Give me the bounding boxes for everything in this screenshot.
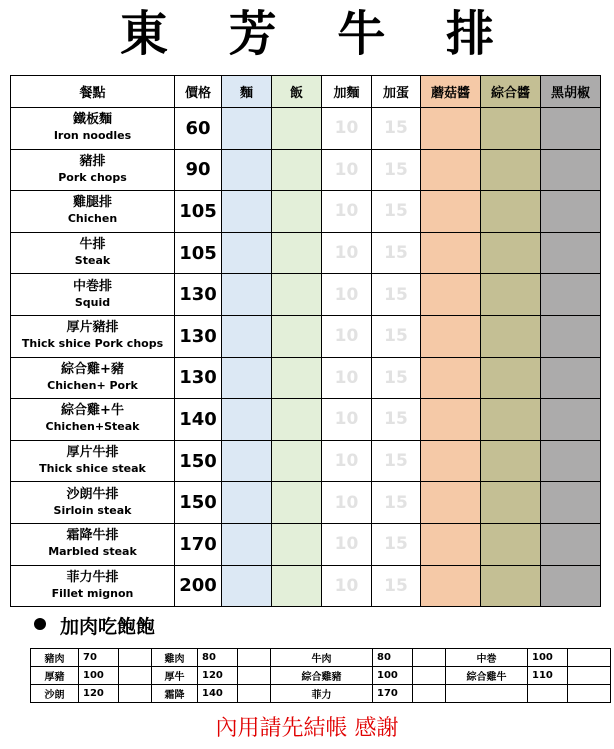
mushroom-sauce-cell bbox=[421, 482, 481, 524]
mixed-sauce-cell bbox=[481, 274, 541, 316]
extra-noodle-cell: 10 bbox=[322, 440, 372, 482]
dish-cell bbox=[11, 440, 175, 482]
mushroom-sauce-cell bbox=[421, 232, 481, 274]
black-pepper-cell bbox=[541, 191, 601, 233]
dish-name-zh: 沙朗牛排 bbox=[66, 486, 119, 502]
price-cell: 170 bbox=[175, 523, 222, 565]
black-pepper-cell bbox=[541, 149, 601, 191]
mushroom-sauce-cell bbox=[421, 440, 481, 482]
extra-egg-cell: 15 bbox=[372, 565, 421, 607]
header-dish: 餐點 bbox=[11, 76, 175, 108]
menu-table bbox=[10, 75, 601, 607]
refill-item-price: 140 bbox=[198, 685, 238, 703]
noodle-cell bbox=[222, 440, 272, 482]
dish-name-zh: 厚片豬排 bbox=[66, 320, 119, 336]
refill-row bbox=[31, 685, 611, 703]
header-price: 價格 bbox=[175, 76, 222, 108]
price-cell: 150 bbox=[175, 440, 222, 482]
black-pepper-cell bbox=[541, 357, 601, 399]
mixed-sauce-cell bbox=[481, 108, 541, 150]
black-pepper-cell bbox=[541, 399, 601, 441]
noodle-cell bbox=[222, 357, 272, 399]
dish-name-en: Chichen+ Pork bbox=[47, 378, 138, 392]
restaurant-title: 東 芳 牛 排 bbox=[119, 6, 517, 62]
bullet-icon bbox=[34, 618, 46, 630]
refill-item-price bbox=[528, 685, 568, 703]
refill-item-name: 菲力 bbox=[271, 685, 373, 703]
noodle-cell bbox=[222, 191, 272, 233]
dish-name-en: Thick shice steak bbox=[39, 462, 146, 476]
refill-item-name: 厚豬 bbox=[31, 667, 79, 685]
dish-name-zh: 鐵板麵 bbox=[72, 112, 112, 128]
refill-item-name: 沙朗 bbox=[31, 685, 79, 703]
dish-name-en: Pork chops bbox=[58, 170, 127, 184]
price-cell: 90 bbox=[175, 149, 222, 191]
mixed-sauce-cell bbox=[481, 440, 541, 482]
refill-blank-cell bbox=[119, 667, 152, 685]
dish-name-zh: 牛排 bbox=[79, 237, 106, 253]
dish-name-en: Squid bbox=[74, 295, 111, 309]
refill-blank-cell bbox=[238, 649, 271, 667]
black-pepper-cell bbox=[541, 440, 601, 482]
rice-cell bbox=[272, 482, 322, 524]
mushroom-sauce-cell bbox=[421, 357, 481, 399]
dish-cell bbox=[11, 565, 175, 607]
refill-item-price: 70 bbox=[79, 649, 119, 667]
refill-blank-cell bbox=[568, 649, 611, 667]
dish-name-en: Sirloin steak bbox=[53, 503, 132, 517]
black-pepper-cell bbox=[541, 523, 601, 565]
dish-name-en: Steak bbox=[74, 254, 111, 268]
extra-noodle-cell: 10 bbox=[322, 149, 372, 191]
extra-noodle-cell: 10 bbox=[322, 108, 372, 150]
noodle-cell bbox=[222, 482, 272, 524]
mixed-sauce-cell bbox=[481, 149, 541, 191]
refill-item-price: 170 bbox=[373, 685, 413, 703]
rice-cell bbox=[272, 357, 322, 399]
extra-noodle-cell: 10 bbox=[322, 315, 372, 357]
rice-cell bbox=[272, 274, 322, 316]
header-mushroom-sauce: 蘑菇醬 bbox=[421, 76, 481, 108]
refill-blank-cell bbox=[413, 649, 446, 667]
menu-row bbox=[11, 523, 601, 565]
refill-blank-cell bbox=[119, 649, 152, 667]
black-pepper-cell bbox=[541, 108, 601, 150]
black-pepper-cell bbox=[541, 315, 601, 357]
menu-row bbox=[11, 440, 601, 482]
dish-cell bbox=[11, 315, 175, 357]
extra-egg-cell: 15 bbox=[372, 274, 421, 316]
menu-row bbox=[11, 108, 601, 150]
dish-cell bbox=[11, 108, 175, 150]
dish-cell bbox=[11, 191, 175, 233]
refill-item-name bbox=[446, 685, 528, 703]
noodle-cell bbox=[222, 149, 272, 191]
black-pepper-cell bbox=[541, 482, 601, 524]
price-cell: 140 bbox=[175, 399, 222, 441]
mixed-sauce-cell bbox=[481, 399, 541, 441]
menu-row bbox=[11, 232, 601, 274]
noodle-cell bbox=[222, 274, 272, 316]
mushroom-sauce-cell bbox=[421, 565, 481, 607]
extra-noodle-cell: 10 bbox=[322, 482, 372, 524]
extra-egg-cell: 15 bbox=[372, 523, 421, 565]
extra-noodle-cell: 10 bbox=[322, 565, 372, 607]
dish-name-zh: 綜合雞+牛 bbox=[61, 403, 124, 419]
extra-noodle-cell: 10 bbox=[322, 232, 372, 274]
dish-name-en: Chichen+Steak bbox=[45, 420, 140, 434]
price-cell: 150 bbox=[175, 482, 222, 524]
extra-egg-cell: 15 bbox=[372, 440, 421, 482]
refill-item-price: 110 bbox=[528, 667, 568, 685]
extra-egg-cell: 15 bbox=[372, 399, 421, 441]
extra-egg-cell: 15 bbox=[372, 482, 421, 524]
refill-item-name: 厚牛 bbox=[152, 667, 198, 685]
refill-item-price: 100 bbox=[528, 649, 568, 667]
dish-cell bbox=[11, 274, 175, 316]
rice-cell bbox=[272, 232, 322, 274]
refill-title: 加肉吃飽飽 bbox=[60, 616, 156, 638]
mushroom-sauce-cell bbox=[421, 399, 481, 441]
refill-item-price: 120 bbox=[79, 685, 119, 703]
menu-header-row bbox=[11, 76, 601, 108]
refill-item-name: 綜合雞豬 bbox=[271, 667, 373, 685]
dish-name-zh: 菲力牛排 bbox=[66, 569, 119, 585]
dish-name-en: Chichen bbox=[67, 212, 118, 226]
dish-cell bbox=[11, 232, 175, 274]
refill-item-price: 100 bbox=[79, 667, 119, 685]
refill-blank-cell bbox=[238, 685, 271, 703]
dish-name-zh: 雞腿排 bbox=[72, 195, 112, 211]
dish-cell bbox=[11, 399, 175, 441]
refill-table bbox=[30, 648, 611, 703]
refill-item-price: 100 bbox=[373, 667, 413, 685]
extra-noodle-cell: 10 bbox=[322, 191, 372, 233]
dish-name-en: Fillet mignon bbox=[51, 586, 134, 600]
black-pepper-cell bbox=[541, 232, 601, 274]
extra-egg-cell: 15 bbox=[372, 191, 421, 233]
refill-blank-cell bbox=[568, 667, 611, 685]
refill-item-name: 牛肉 bbox=[271, 649, 373, 667]
header-mixed-sauce: 綜合醬 bbox=[481, 76, 541, 108]
refill-item-price: 80 bbox=[198, 649, 238, 667]
refill-item-name: 霜降 bbox=[152, 685, 198, 703]
noodle-cell bbox=[222, 399, 272, 441]
refill-item-price: 80 bbox=[373, 649, 413, 667]
menu-row bbox=[11, 565, 601, 607]
noodle-cell bbox=[222, 108, 272, 150]
dish-name-zh: 霜降牛排 bbox=[66, 528, 119, 544]
dish-cell bbox=[11, 523, 175, 565]
header-extra-egg: 加蛋 bbox=[372, 76, 421, 108]
refill-blank-cell bbox=[413, 667, 446, 685]
menu-row bbox=[11, 149, 601, 191]
refill-item-name: 中巻 bbox=[446, 649, 528, 667]
menu-row bbox=[11, 482, 601, 524]
extra-egg-cell: 15 bbox=[372, 315, 421, 357]
header-noodle: 麵 bbox=[222, 76, 272, 108]
noodle-cell bbox=[222, 315, 272, 357]
dish-name-zh: 綜合雞+豬 bbox=[61, 361, 124, 377]
dish-name-en: Thick shice Pork chops bbox=[21, 337, 164, 351]
refill-blank-cell bbox=[568, 685, 611, 703]
refill-item-price: 120 bbox=[198, 667, 238, 685]
noodle-cell bbox=[222, 523, 272, 565]
header-extra-noodle: 加麵 bbox=[322, 76, 372, 108]
price-cell: 105 bbox=[175, 191, 222, 233]
dish-cell bbox=[11, 482, 175, 524]
extra-egg-cell: 15 bbox=[372, 108, 421, 150]
noodle-cell bbox=[222, 565, 272, 607]
price-cell: 130 bbox=[175, 315, 222, 357]
dish-cell bbox=[11, 357, 175, 399]
extra-noodle-cell: 10 bbox=[322, 399, 372, 441]
menu-row bbox=[11, 357, 601, 399]
extra-noodle-cell: 10 bbox=[322, 523, 372, 565]
mushroom-sauce-cell bbox=[421, 523, 481, 565]
price-cell: 130 bbox=[175, 274, 222, 316]
mushroom-sauce-cell bbox=[421, 191, 481, 233]
menu-row bbox=[11, 191, 601, 233]
noodle-cell bbox=[222, 232, 272, 274]
menu-row bbox=[11, 399, 601, 441]
mushroom-sauce-cell bbox=[421, 108, 481, 150]
menu-row bbox=[11, 315, 601, 357]
rice-cell bbox=[272, 440, 322, 482]
price-cell: 60 bbox=[175, 108, 222, 150]
refill-item-name: 雞肉 bbox=[152, 649, 198, 667]
extra-noodle-cell: 10 bbox=[322, 357, 372, 399]
price-cell: 200 bbox=[175, 565, 222, 607]
footer-note: 內用請先結帳 感謝 bbox=[215, 716, 399, 741]
dish-name-en: Marbled steak bbox=[48, 545, 137, 559]
extra-egg-cell: 15 bbox=[372, 149, 421, 191]
menu-row bbox=[11, 274, 601, 316]
dish-name-en: Iron noodles bbox=[53, 129, 132, 143]
refill-item-name: 豬肉 bbox=[31, 649, 79, 667]
mixed-sauce-cell bbox=[481, 523, 541, 565]
dish-cell bbox=[11, 149, 175, 191]
mixed-sauce-cell bbox=[481, 315, 541, 357]
refill-row bbox=[31, 667, 611, 685]
rice-cell bbox=[272, 149, 322, 191]
mushroom-sauce-cell bbox=[421, 315, 481, 357]
price-cell: 105 bbox=[175, 232, 222, 274]
mixed-sauce-cell bbox=[481, 357, 541, 399]
mixed-sauce-cell bbox=[481, 232, 541, 274]
rice-cell bbox=[272, 565, 322, 607]
mushroom-sauce-cell bbox=[421, 149, 481, 191]
dish-name-zh: 中巻排 bbox=[72, 278, 112, 294]
header-rice: 飯 bbox=[272, 76, 322, 108]
dish-name-zh: 豬排 bbox=[79, 153, 106, 169]
rice-cell bbox=[272, 523, 322, 565]
rice-cell bbox=[272, 315, 322, 357]
extra-egg-cell: 15 bbox=[372, 357, 421, 399]
refill-blank-cell bbox=[238, 667, 271, 685]
mixed-sauce-cell bbox=[481, 565, 541, 607]
mushroom-sauce-cell bbox=[421, 274, 481, 316]
extra-egg-cell: 15 bbox=[372, 232, 421, 274]
price-cell: 130 bbox=[175, 357, 222, 399]
dish-name-zh: 厚片牛排 bbox=[66, 445, 119, 461]
black-pepper-cell bbox=[541, 274, 601, 316]
extra-noodle-cell: 10 bbox=[322, 274, 372, 316]
black-pepper-cell bbox=[541, 565, 601, 607]
refill-blank-cell bbox=[119, 685, 152, 703]
header-black-pepper: 黑胡椒 bbox=[541, 76, 601, 108]
rice-cell bbox=[272, 399, 322, 441]
mixed-sauce-cell bbox=[481, 482, 541, 524]
mixed-sauce-cell bbox=[481, 191, 541, 233]
rice-cell bbox=[272, 191, 322, 233]
refill-item-name: 綜合雞牛 bbox=[446, 667, 528, 685]
refill-row bbox=[31, 649, 611, 667]
rice-cell bbox=[272, 108, 322, 150]
refill-blank-cell bbox=[413, 685, 446, 703]
